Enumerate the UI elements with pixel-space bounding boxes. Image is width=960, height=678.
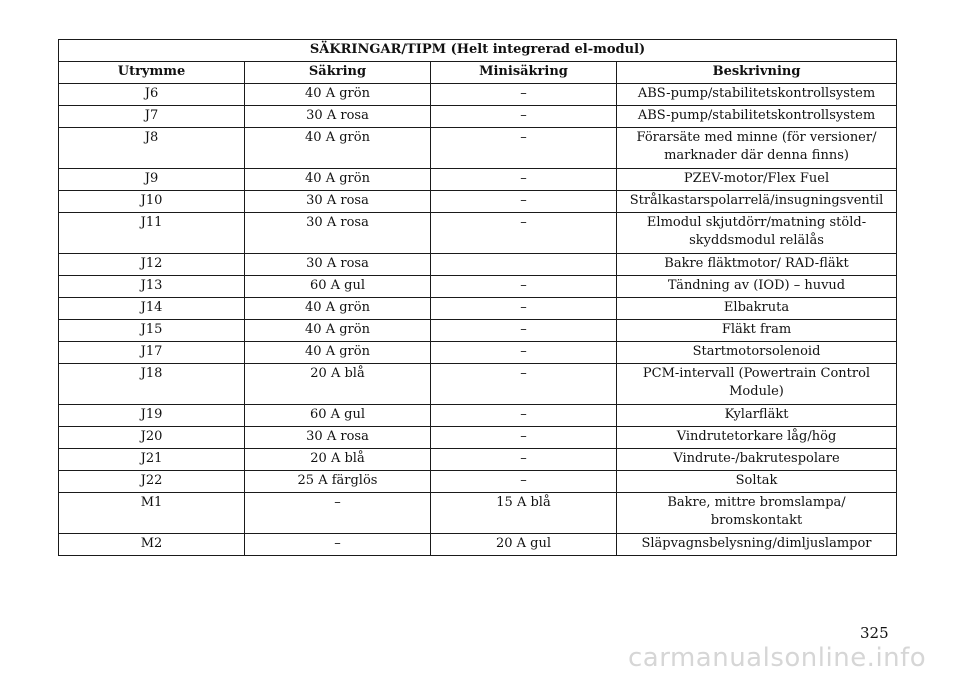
table-title: SÄKRINGAR/TIPM (Helt integrerad el-modul) [59, 40, 897, 62]
table-cell: 40 A grön [245, 342, 431, 364]
table-cell: – [431, 191, 617, 213]
table-cell: J11 [59, 213, 245, 254]
table-row [59, 471, 897, 493]
table-cell: 30 A rosa [245, 427, 431, 449]
table-cell: – [431, 169, 617, 191]
table-cell: M2 [59, 534, 245, 556]
table-cell: J6 [59, 84, 245, 106]
table-cell: Strålkastarspolarrelä/insugningsventil [617, 191, 897, 213]
table-row [59, 169, 897, 191]
table-row [59, 534, 897, 556]
table-row [59, 427, 897, 449]
table-cell: Vindrutetorkare låg/hög [617, 427, 897, 449]
table-cell: J21 [59, 449, 245, 471]
table-cell: – [431, 276, 617, 298]
header-beskrivning: Beskrivning [617, 62, 897, 84]
table-body [59, 84, 897, 556]
table-title-row [59, 40, 897, 62]
header-utrymme: Utrymme [59, 62, 245, 84]
table-row [59, 298, 897, 320]
header-sakring: Säkring [245, 62, 431, 84]
table-cell: Förarsäte med minne (för versioner/ marknader där denna finns) [617, 128, 897, 169]
table-row [59, 276, 897, 298]
table-cell: Elmodul skjutdörr/matning stöld- skyddsmodul relälås [617, 213, 897, 254]
table-cell: 30 A rosa [245, 191, 431, 213]
table-cell: Bakre fläktmotor/ RAD-fläkt [617, 254, 897, 276]
table-row [59, 254, 897, 276]
table-cell: J17 [59, 342, 245, 364]
table-row [59, 449, 897, 471]
table-cell: 60 A gul [245, 276, 431, 298]
table-cell: – [431, 364, 617, 405]
table-cell: – [431, 342, 617, 364]
table-cell: – [245, 534, 431, 556]
table-cell: M1 [59, 493, 245, 534]
table-cell: 25 A färglös [245, 471, 431, 493]
table-row [59, 128, 897, 169]
table-row [59, 213, 897, 254]
fuse-table [58, 39, 897, 556]
table-cell: – [431, 213, 617, 254]
table-cell: – [431, 106, 617, 128]
table-cell: Tändning av (IOD) – huvud [617, 276, 897, 298]
table-cell: 40 A grön [245, 128, 431, 169]
table-row [59, 84, 897, 106]
table-cell: – [431, 405, 617, 427]
table-row [59, 493, 897, 534]
table-cell: 40 A grön [245, 320, 431, 342]
table-cell: ABS-pump/stabilitetskontrollsystem [617, 106, 897, 128]
table-cell: 15 A blå [431, 493, 617, 534]
table-cell: Fläkt fram [617, 320, 897, 342]
table-cell: J22 [59, 471, 245, 493]
table-cell: – [431, 427, 617, 449]
table-cell: PCM-intervall (Powertrain Control Module) [617, 364, 897, 405]
table-cell: J12 [59, 254, 245, 276]
table-cell: J20 [59, 427, 245, 449]
table-cell: J10 [59, 191, 245, 213]
table-cell: 30 A rosa [245, 106, 431, 128]
table-cell: – [431, 128, 617, 169]
table-cell: J7 [59, 106, 245, 128]
table-cell: Elbakruta [617, 298, 897, 320]
table-cell: 20 A blå [245, 364, 431, 405]
table-cell: Startmotorsolenoid [617, 342, 897, 364]
watermark: carmanualsonline.info [628, 643, 927, 673]
table-row [59, 191, 897, 213]
table-cell: J8 [59, 128, 245, 169]
table-cell: 20 A gul [431, 534, 617, 556]
table-cell: Soltak [617, 471, 897, 493]
table-cell: 60 A gul [245, 405, 431, 427]
table-cell [431, 254, 617, 276]
table-cell: – [431, 471, 617, 493]
table-row [59, 405, 897, 427]
table-row [59, 342, 897, 364]
header-minisakring: Minisäkring [431, 62, 617, 84]
table-cell: ABS-pump/stabilitetskontrollsystem [617, 84, 897, 106]
table-header-row [59, 62, 897, 84]
table-cell: – [431, 298, 617, 320]
table-cell: Vindrute-/bakrutespolare [617, 449, 897, 471]
table-cell: – [431, 320, 617, 342]
table-cell: – [245, 493, 431, 534]
table-cell: 40 A grön [245, 298, 431, 320]
table-row [59, 106, 897, 128]
table-cell: – [431, 449, 617, 471]
table-cell: Bakre, mittre bromslampa/ bromskontakt [617, 493, 897, 534]
table-cell: J13 [59, 276, 245, 298]
table-cell: J9 [59, 169, 245, 191]
table-row [59, 320, 897, 342]
table-cell: J18 [59, 364, 245, 405]
table-cell: J15 [59, 320, 245, 342]
table-row [59, 364, 897, 405]
table-cell: 30 A rosa [245, 213, 431, 254]
table-cell: Kylarfläkt [617, 405, 897, 427]
table-cell: 40 A grön [245, 169, 431, 191]
table-cell: – [431, 84, 617, 106]
table-cell: 40 A grön [245, 84, 431, 106]
table-cell: 20 A blå [245, 449, 431, 471]
table-cell: Släpvagnsbelysning/dimljuslampor [617, 534, 897, 556]
table-cell: J14 [59, 298, 245, 320]
table-cell: 30 A rosa [245, 254, 431, 276]
table-cell: J19 [59, 405, 245, 427]
page-number: 325 [860, 624, 889, 642]
table-cell: PZEV-motor/Flex Fuel [617, 169, 897, 191]
